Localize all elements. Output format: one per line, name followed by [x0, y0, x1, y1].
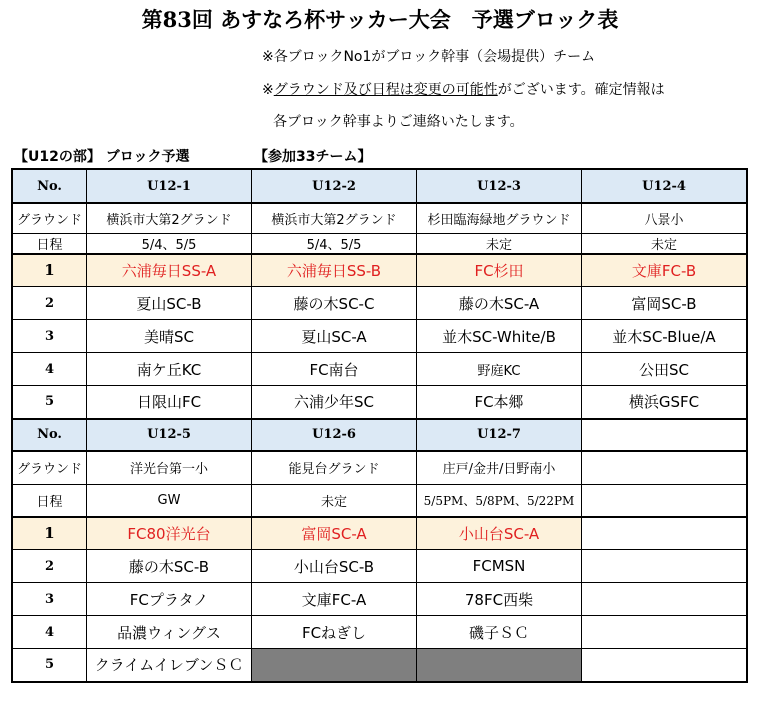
- team-cell: 公田SC: [582, 353, 748, 386]
- schedule-row: [12, 233, 747, 254]
- team-row: [12, 649, 747, 682]
- note-leader: ※各ブロックNo1がブロック幹事（会場提供）チーム: [262, 49, 596, 65]
- block-header-row: [12, 169, 747, 203]
- team-cell: FCねぎし: [252, 616, 417, 649]
- empty-cell: [582, 550, 748, 583]
- ground-cell: 横浜市大第2グランド: [252, 203, 417, 233]
- team-cell: クライムイレブンＳＣ: [87, 649, 252, 682]
- team-cell: 富岡SC-B: [582, 287, 748, 320]
- row-number: 1: [12, 517, 87, 550]
- schedule-label: 日程: [12, 485, 87, 517]
- empty-cell: [582, 583, 748, 616]
- team-row: [12, 517, 747, 550]
- team-cell: 藤の木SC-A: [417, 287, 582, 320]
- schedule-cell: 未定: [582, 233, 748, 254]
- team-cell: 藤の木SC-B: [87, 550, 252, 583]
- division-heading: 【U12の部】 ブロック予選: [14, 149, 190, 165]
- block-name: U12-4: [582, 169, 748, 203]
- schedule-cell: GW: [87, 485, 252, 517]
- block-name: U12-2: [252, 169, 417, 203]
- ground-cell: 八景小: [582, 203, 748, 233]
- row-number: 3: [12, 320, 87, 353]
- block-name: U12-6: [252, 419, 417, 451]
- empty-slot-cell: [252, 649, 417, 682]
- team-cell: 文庫FC-B: [582, 254, 748, 287]
- team-cell: 日限山FC: [87, 386, 252, 419]
- team-cell: 並木SC-Blue/A: [582, 320, 748, 353]
- team-cell: 夏山SC-A: [252, 320, 417, 353]
- empty-slot-cell: [417, 649, 582, 682]
- empty-cell: [582, 419, 748, 451]
- team-row: [12, 583, 747, 616]
- ground-cell: 横浜市大第2グランド: [87, 203, 252, 233]
- team-cell: 小山台SC-A: [417, 517, 582, 550]
- page-title: 第83回 あすなろ杯サッカー大会 予選ブロック表: [141, 7, 619, 32]
- team-cell: 美晴SC: [87, 320, 252, 353]
- team-row: [12, 254, 747, 287]
- team-cell: 小山台SC-B: [252, 550, 417, 583]
- schedule-cell: 5/4、5/5: [87, 233, 252, 254]
- row-number: 5: [12, 386, 87, 419]
- ground-cell: 洋光台第一小: [87, 451, 252, 485]
- team-cell: FC南台: [252, 353, 417, 386]
- empty-cell: [582, 451, 748, 485]
- block-name: U12-5: [87, 419, 252, 451]
- team-cell: FCMSN: [417, 550, 582, 583]
- team-cell: 富岡SC-A: [252, 517, 417, 550]
- ground-row: [12, 451, 747, 485]
- team-cell: 南ケ丘KC: [87, 353, 252, 386]
- team-cell: 並木SC-White/B: [417, 320, 582, 353]
- block-name: U12-7: [417, 419, 582, 451]
- block-header-row: [12, 419, 747, 451]
- schedule-row: [12, 485, 747, 517]
- note-contact: 各ブロック幹事よりご連絡いたします。: [273, 114, 524, 130]
- team-cell: 78FC西柴: [417, 583, 582, 616]
- team-row: [12, 616, 747, 649]
- participants-heading: 【参加33チーム】: [254, 149, 372, 165]
- note-change-underlined: グラウンド及び日程は変更の可能性: [273, 82, 498, 98]
- row-number: 2: [12, 550, 87, 583]
- schedule-cell: 5/5PM、5/8PM、5/22PM: [417, 485, 582, 517]
- ground-cell: 庄戸/金井/日野南小: [417, 451, 582, 485]
- row-number: 4: [12, 616, 87, 649]
- schedule-label: 日程: [12, 233, 87, 254]
- team-cell: 六浦毎日SS-A: [87, 254, 252, 287]
- team-cell: FCプラタノ: [87, 583, 252, 616]
- team-row: [12, 320, 747, 353]
- team-cell: 夏山SC-B: [87, 287, 252, 320]
- team-cell: 磯子ＳＣ: [417, 616, 582, 649]
- team-cell: 文庫FC-A: [252, 583, 417, 616]
- team-cell: 品濃ウィングス: [87, 616, 252, 649]
- empty-cell: [582, 485, 748, 517]
- ground-label: グラウンド: [12, 451, 87, 485]
- schedule-cell: 5/4、5/5: [252, 233, 417, 254]
- note-change-suffix: がございます。確定情報は: [497, 82, 665, 98]
- ground-cell: 能見台グランド: [252, 451, 417, 485]
- note-change: [262, 79, 665, 99]
- empty-cell: [582, 517, 748, 550]
- empty-cell: [582, 616, 748, 649]
- schedule-cell: 未定: [252, 485, 417, 517]
- team-cell: 横浜GSFC: [582, 386, 748, 419]
- schedule-cell: 未定: [417, 233, 582, 254]
- team-cell: 六浦毎日SS-B: [252, 254, 417, 287]
- ground-label: グラウンド: [12, 203, 87, 233]
- row-number: 4: [12, 353, 87, 386]
- block-name: U12-1: [87, 169, 252, 203]
- team-row: [12, 386, 747, 419]
- team-row: [12, 550, 747, 583]
- row-number: 2: [12, 287, 87, 320]
- empty-cell: [582, 649, 748, 682]
- team-cell: FC杉田: [417, 254, 582, 287]
- row-number: 1: [12, 254, 87, 287]
- ground-cell: 杉田臨海緑地グラウンド: [417, 203, 582, 233]
- team-cell: FC80洋光台: [87, 517, 252, 550]
- team-cell: 野庭KC: [417, 353, 582, 386]
- no-header: No.: [12, 169, 87, 203]
- ground-row: [12, 203, 747, 233]
- team-cell: FC本郷: [417, 386, 582, 419]
- team-row: [12, 353, 747, 386]
- block-table: [11, 168, 748, 683]
- team-cell: 藤の木SC-C: [252, 287, 417, 320]
- row-number: 3: [12, 583, 87, 616]
- team-row: [12, 287, 747, 320]
- row-number: 5: [12, 649, 87, 682]
- block-name: U12-3: [417, 169, 582, 203]
- note-change-prefix: ※: [262, 82, 274, 98]
- team-cell: 六浦少年SC: [252, 386, 417, 419]
- no-header: No.: [12, 419, 87, 451]
